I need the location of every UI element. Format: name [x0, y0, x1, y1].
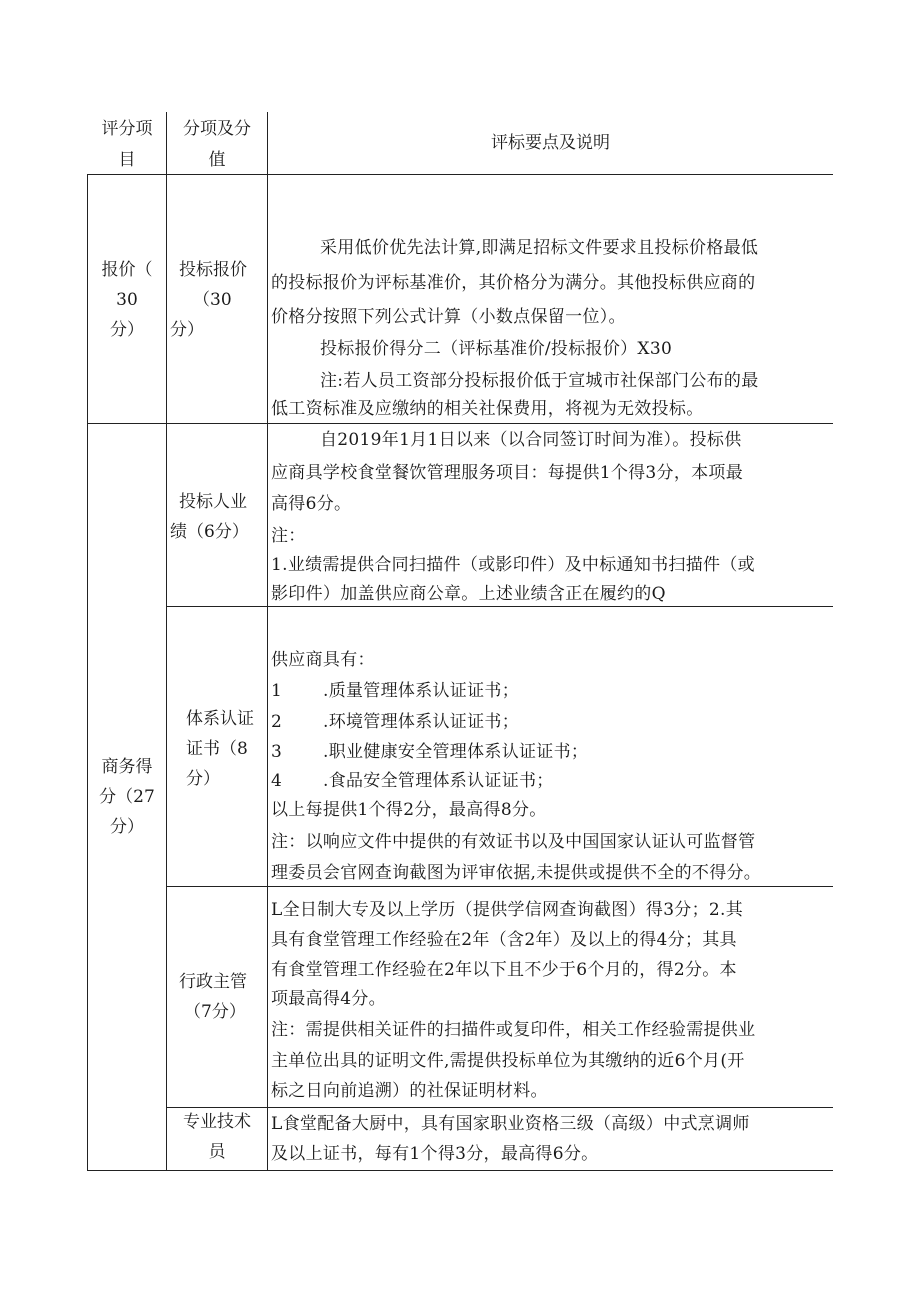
performance-line-1: 自2019年1月1日以来（以合同签订时间为准）。投标供 [320, 430, 742, 450]
price-formula: 投标报价得分二（评标基准价/投标报价）X30 [320, 339, 673, 359]
price-line-2: 的投标报价为评标基准价，其价格分为满分。其他投标供应商的 [271, 273, 756, 293]
performance-note-label: 注： [271, 526, 306, 546]
admin-line-1: L全日制大专及以上学历（提供学信网查询截图）得3分；2.其 [271, 900, 744, 920]
header-col3: 评标要点及说明 [491, 133, 610, 153]
admin-item: 行政主管 （7分） [179, 972, 247, 1022]
performance-note-2: 影印件）加盖供应商公章。上述业绩含正在履约的Q [271, 584, 666, 604]
admin-note-1: 注：需提供相关证件的扫描件或复印件，相关工作经验需提供业 [271, 1020, 756, 1040]
certificate-list-item: 3 .职业健康安全管理体系认证证书； [271, 742, 589, 762]
admin-note-2: 主单位出具的证明文件,需提供投标单位为其缴纳的近6个月(开 [271, 1051, 745, 1071]
certificates-note-1: 注：以响应文件中提供的有效证书以及中国国家认证认可监督管 [271, 832, 756, 852]
admin-line-2: 具有食堂管理工作经验在2年（含2年）及以上的得4分；其具 [271, 930, 737, 950]
price-line-1: 采用低价优先法计算,即满足招标文件要求且投标价格最低 [320, 238, 759, 258]
certificates-scoring: 以上每提供1个得2分，最高得8分。 [271, 800, 547, 820]
admin-note-3: 标之日向前追溯）的社保证明材料。 [271, 1081, 548, 1101]
certificate-list-item: 4 .食品安全管理体系认证证书； [271, 771, 554, 791]
price-category: 报价（ 30 分） [101, 260, 153, 340]
tech-line-1: L食堂配备大厨中，具有国家职业资格三级（高级）中式烹调师 [271, 1114, 750, 1134]
admin-line-4: 项最高得4分。 [271, 989, 386, 1009]
certificate-list-item: 1 .质量管理体系认证证书； [271, 681, 520, 701]
performance-line-2: 应商具学校食堂餐饮管理服务项目：每提供1个得3分，本项最 [271, 463, 744, 483]
certificates-item: 体系认证 证书（8 分） [186, 709, 254, 789]
performance-line-3: 高得6分。 [271, 494, 352, 514]
performance-item: 投标人业 绩（6分） [170, 492, 249, 542]
certificates-note-2: 理委员会官网查询截图为评审依据,未提供或提供不全的不得分。 [271, 863, 762, 883]
admin-line-3: 有食堂管理工作经验在2年以下且不少于6个月的，得2分。本 [271, 960, 737, 980]
certificate-list-item: 2 .环境管理体系认证证书； [271, 712, 520, 732]
price-line-3: 价格分按照下列公式计算（小数点保留一位）。 [271, 307, 626, 327]
price-item: 投标报价 （30 分） [170, 260, 247, 340]
certificates-intro: 供应商具有： [271, 650, 375, 670]
business-category: 商务得 分（27 分） [99, 757, 155, 837]
header-col2: 分项及分 值 [183, 119, 251, 170]
rule-table-bottom [87, 1170, 833, 1171]
price-note-1: 注:若人员工资部分投标报价低于宣城市社保部门公布的最 [320, 371, 759, 391]
rule-col2 [267, 112, 268, 1170]
tech-line-2: 及以上证书，每有1个得3分，最高得6分。 [271, 1144, 599, 1164]
price-note-2: 低工资标准及应缴纳的相关社保费用，将视为无效投标。 [271, 399, 704, 419]
performance-note-1: 1.业绩需提供合同扫描件（或影印件）及中标通知书扫描件（或 [271, 555, 755, 575]
tech-item: 专业技术 员 [183, 1112, 251, 1162]
header-col1: 评分项 目 [101, 119, 153, 170]
